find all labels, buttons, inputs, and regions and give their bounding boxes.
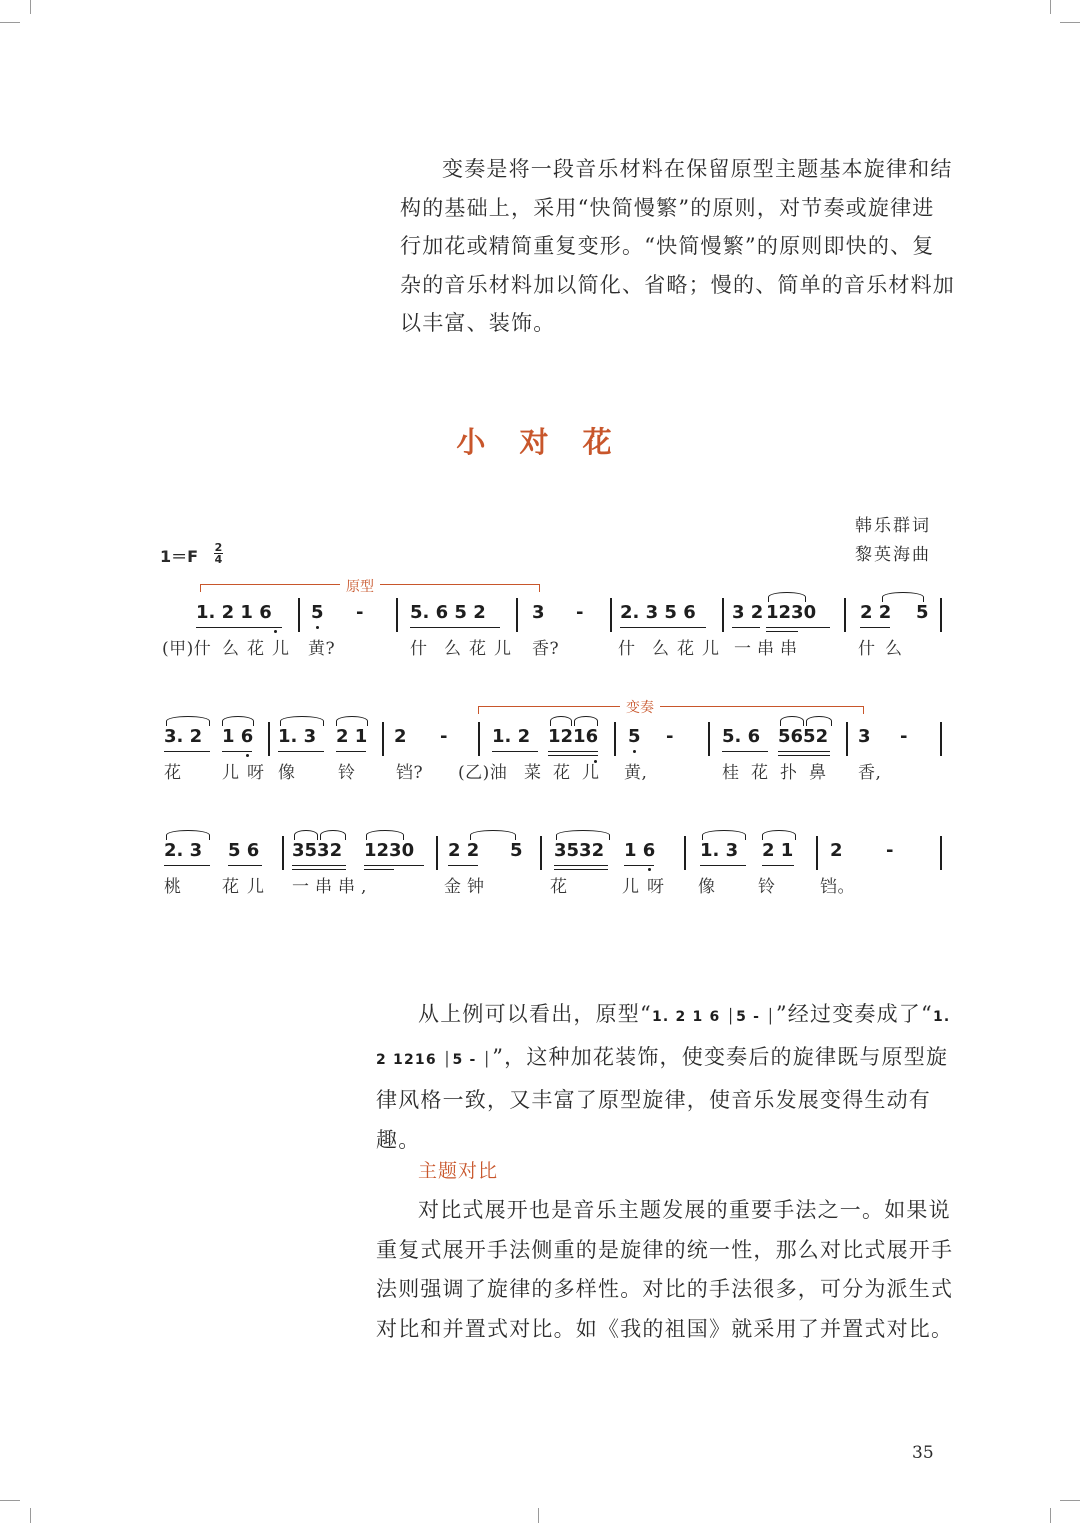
variation-motif-notation: 1. 2 1216 │5 - │ (376, 1009, 951, 1068)
note-group: - (666, 726, 674, 747)
slur (806, 716, 832, 726)
lyric: 香, (858, 763, 882, 783)
note-group: 5 (510, 840, 523, 861)
underline (292, 865, 346, 866)
barline (282, 836, 284, 870)
note-group: - (576, 602, 584, 623)
crop-mark (30, 1508, 31, 1523)
note-group: 2 1 (336, 726, 368, 747)
underline (548, 755, 598, 756)
slur (336, 716, 368, 726)
lyric: 香? (532, 639, 560, 659)
lyric: 什么 (858, 639, 912, 659)
barline (610, 598, 612, 632)
note-group: 2 1 (762, 840, 794, 861)
lyric: 儿呀 (622, 877, 672, 897)
crop-mark (1060, 1500, 1080, 1501)
slur (762, 830, 796, 840)
barline (722, 598, 724, 632)
song-title: 小 对 花 (456, 425, 624, 459)
octave-dot (316, 626, 319, 629)
lyric: 桂花扑鼻 (722, 763, 838, 783)
section-subheading: 主题对比 (418, 1160, 499, 1182)
underline (492, 751, 538, 752)
note-group: 5 (916, 602, 929, 623)
barline (540, 836, 542, 870)
note-group: 3532 (292, 840, 343, 861)
note-group: 5. 6 5 2 (410, 602, 486, 623)
time-signature (214, 542, 223, 565)
crop-mark (0, 1500, 20, 1501)
underline (278, 751, 324, 752)
note-group: 1230 (364, 840, 415, 861)
slur (780, 716, 804, 726)
note-group: 3 2 (732, 602, 764, 623)
example-text-3: ”，这种加花装饰，使变奏后的旋律既与原型旋律风格一致，又丰富了原型旋律，使音乐发展变得生动有趣。 (376, 1045, 949, 1152)
lyric: 么花儿 (652, 639, 727, 659)
lyrics-row-2 (162, 758, 952, 782)
barline (846, 722, 848, 756)
underline (554, 865, 608, 866)
slur (768, 592, 806, 602)
lyric: 一串串, (292, 877, 373, 897)
note-group: 1 6 (222, 726, 254, 747)
barline (684, 836, 686, 870)
barline (940, 598, 942, 632)
barline (478, 722, 480, 756)
underline (448, 865, 478, 866)
lyric: (乙)油 (458, 763, 508, 783)
underline (778, 751, 830, 752)
crop-mark (1050, 0, 1051, 14)
slur (702, 830, 746, 840)
note-group: 1230 (766, 602, 817, 623)
contrast-paragraph: 对比式展开也是音乐主题发展的重要手法之一。如果说重复式展开手法侧重的是旋律的统一性，那么对比式展开手法则强调了旋律的多样性。对比的手法很多，可分为派生式对比和并置式对比。如《我的祖国》就采用了并置式对比。 (376, 1198, 954, 1341)
lyric: 金钟 (444, 877, 490, 897)
note-group: 3. 2 (164, 726, 203, 747)
underline (700, 865, 746, 866)
variation-bracket (478, 706, 864, 714)
note-group: 1216 (548, 726, 599, 747)
underline (762, 865, 794, 866)
note-group: 1. 3 (278, 726, 317, 747)
example-text-1: 从上例可以看出，原型“ (418, 1002, 652, 1026)
underline (722, 751, 768, 752)
slur (166, 830, 210, 840)
underline (364, 865, 424, 866)
lyrics-row-1 (162, 634, 952, 658)
lyric: 么花儿 (444, 639, 519, 659)
intro-paragraph: 变奏是将一段音乐材料在保留原型主题基本旋律和结构的基础上，采用“快简慢繁”的原则，对节奏或旋律进行加花或精简重复变形。“快简慢繁”的原则即快的、复杂的音乐材料加以简化、省略；慢的、简单的音乐材料加以丰富、装饰。 (400, 157, 955, 335)
note-group: 2 2 (860, 602, 892, 623)
original-motif-notation: 1. 2 1 6 │5 - │ (651, 1009, 776, 1025)
note-group: 5 6 (228, 840, 260, 861)
underline (766, 627, 830, 628)
lyric: 桃 (164, 877, 182, 897)
note-group: 3 (858, 726, 871, 747)
barline (298, 598, 300, 632)
example-text-2: ”经过变奏成了“ (775, 1002, 933, 1026)
underline (222, 751, 252, 752)
lyric: 儿呀 (222, 763, 272, 783)
underline (860, 627, 890, 628)
octave-dot (633, 750, 636, 753)
barline (268, 722, 270, 756)
underline (292, 869, 346, 870)
barline (436, 836, 438, 870)
slur (166, 716, 210, 726)
crop-mark (1060, 22, 1080, 23)
note-group: 1 6 (624, 840, 656, 861)
barline (940, 722, 942, 756)
crop-mark (1050, 1508, 1051, 1523)
underline (336, 751, 366, 752)
lyric: 菜花儿 (524, 763, 611, 783)
time-top: 2 (214, 541, 223, 554)
composer: 黎英海曲 (855, 545, 931, 565)
lyric: 铃 (758, 877, 776, 897)
barline (844, 598, 846, 632)
lyric: 铛? (396, 763, 424, 783)
slur (470, 830, 516, 840)
underline (766, 631, 798, 632)
lyric: 么花儿 (222, 639, 297, 659)
note-group: - (886, 840, 894, 861)
barline (614, 722, 616, 756)
lyric: 铛。 (820, 877, 855, 897)
note-group: 2 2 (448, 840, 480, 861)
lyricist: 韩乐群词 (855, 516, 931, 536)
lyric: 花 (164, 763, 182, 783)
barline (382, 722, 384, 756)
song-credits (855, 512, 931, 570)
lyric: 一串串 (734, 639, 803, 659)
lyric: 什 (618, 639, 636, 659)
note-group: 5652 (778, 726, 829, 747)
underline (164, 865, 210, 866)
lyric: 黄, (624, 763, 648, 783)
slur (222, 716, 254, 726)
variation-bracket-label: 变奏 (620, 697, 660, 717)
note-group: - (440, 726, 448, 747)
lyric: (甲)什 (162, 639, 212, 659)
note-group: - (356, 602, 364, 623)
barline (940, 836, 942, 870)
note-group: 1. 2 (492, 726, 531, 747)
barline (708, 722, 710, 756)
underline (410, 627, 500, 628)
barline (396, 598, 398, 632)
slur (556, 830, 610, 840)
underline (554, 869, 608, 870)
slur (366, 830, 404, 840)
note-group: 3532 (554, 840, 605, 861)
underline (164, 751, 210, 752)
note-group: 1. 2 1 6 (196, 602, 272, 623)
slur (294, 830, 318, 840)
slur (882, 592, 924, 602)
note-group: 1. 3 (700, 840, 739, 861)
note-group: 2 (394, 726, 407, 747)
lyric: 像 (698, 877, 716, 897)
octave-dot (648, 868, 651, 871)
lyric: 像 (278, 763, 296, 783)
underline (732, 627, 760, 628)
octave-dot (274, 630, 277, 633)
note-group: 2. 3 5 6 (620, 602, 696, 623)
lyric: 花 (550, 877, 568, 897)
barline (516, 598, 518, 632)
crop-mark (0, 22, 20, 23)
note-group: 2 (830, 840, 843, 861)
page-number: 35 (912, 1443, 934, 1463)
slur (550, 716, 572, 726)
time-bottom: 4 (214, 553, 223, 566)
underline (624, 865, 654, 866)
slur (280, 716, 324, 726)
lyrics-row-3 (162, 872, 952, 896)
octave-dot (246, 754, 249, 757)
note-group: - (900, 726, 908, 747)
example-paragraph (376, 994, 954, 1160)
crop-mark (30, 0, 31, 14)
underline (778, 755, 830, 756)
underline (364, 869, 394, 870)
lyric: 黄? (308, 639, 336, 659)
note-group: 5. 6 (722, 726, 761, 747)
slur (574, 716, 598, 726)
lyric: 什 (410, 639, 428, 659)
note-group: 5 (311, 602, 324, 623)
lyric: 花儿 (222, 877, 272, 897)
slur (320, 830, 346, 840)
note-group: 3 (532, 602, 545, 623)
barline (816, 836, 818, 870)
key-signature: 1＝F (160, 547, 199, 566)
crop-mark (538, 1508, 539, 1523)
lyric: 铃 (338, 763, 356, 783)
underline (228, 865, 262, 866)
note-group: 5 (628, 726, 641, 747)
note-group: 2. 3 (164, 840, 203, 861)
underline (620, 627, 706, 628)
original-bracket-label: 原型 (340, 576, 380, 596)
underline (548, 751, 598, 752)
underline (196, 627, 282, 628)
